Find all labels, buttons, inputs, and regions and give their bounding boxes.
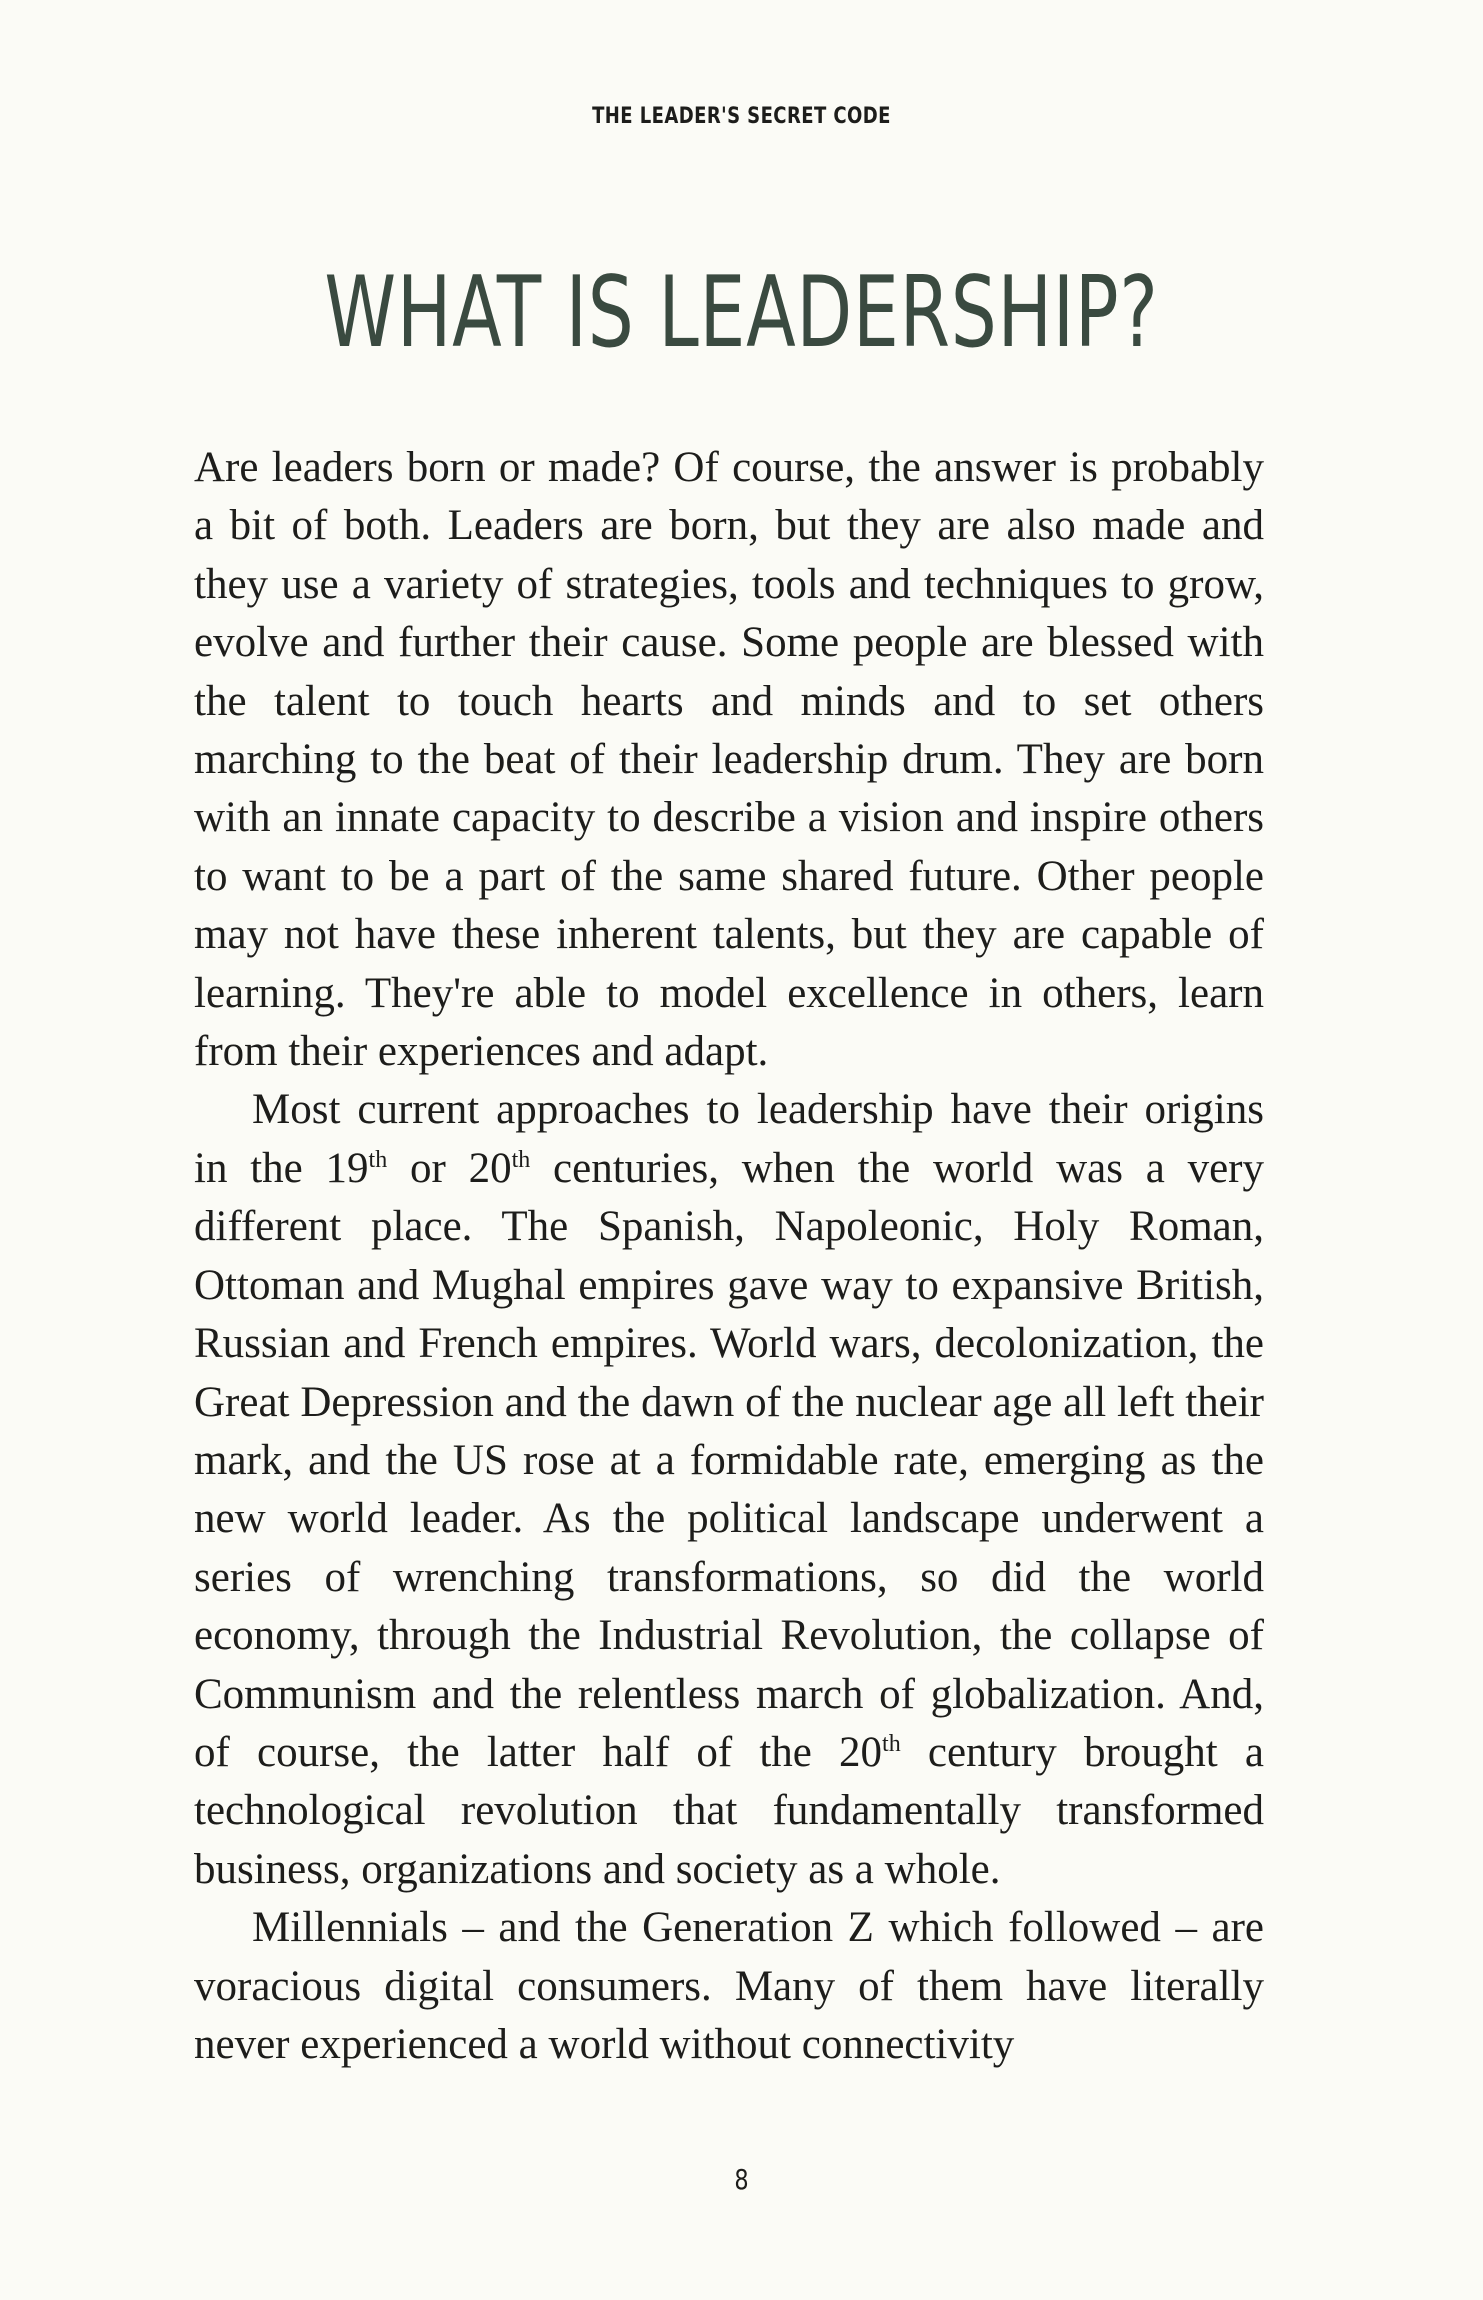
ordinal-suffix: th xyxy=(368,1146,388,1173)
paragraph-2-part-c: centuries, when the world was a very different place. The Spanish, Napoleonic, Holy Roman, Ottoman and Mughal empires gave way to expansive British, Russian and French empires. World wars, decolonization, the Great Depression and the dawn of the nuclear age all left their mark, and the US rose at a formidable rate, emerging as the new world leader. As the political landscape underwent a series of wrenching transformations, so did the world economy, through the Industrial Revolution, the collapse of Communism and the relentless march of globalization. And, of course, the latter half of the 20 xyxy=(194,1144,1264,1776)
chapter-title: WHAT IS LEADERSHIP? xyxy=(324,256,1159,370)
body-text xyxy=(194,439,1264,2074)
running-head: THE LEADER'S SECRET CODE xyxy=(592,104,891,129)
paragraph-2 xyxy=(194,1081,1264,1899)
paragraph-3: Millennials – and the Generation Z which followed – are voracious digital consumers. Many of them have literally never experienced a world without connectivity xyxy=(194,1904,1264,2068)
paragraph-2-part-d: century brought a technological revolution that fundamentally transformed business, organizations and society as a whole. xyxy=(194,1728,1264,1893)
ordinal-suffix: th xyxy=(511,1146,531,1173)
paragraph-2-part-a: Most current approaches to leadership have their origins in the 19 xyxy=(194,1086,1264,1192)
ordinal-suffix: th xyxy=(882,1730,901,1757)
paragraph-2-part-b: or 20 xyxy=(387,1144,512,1192)
page-number: 8 xyxy=(734,2163,749,2196)
paragraph-1: Are leaders born or made? Of course, the answer is probably a bit of both. Leaders are born, but they are also made and they use a variety of strategies, tools and techniques to grow, evolve and further their cause. Some people are blessed with the talent to touch hearts and minds and to set others marching to the beat of their leadership drum. They are born with an innate capacity to describe a vision and inspire others to want to be a part of the same shared future. Other people may not have these inherent talents, but they are capable of learning. They're able to model excellence in others, learn from their experiences and adapt. xyxy=(194,444,1264,1076)
